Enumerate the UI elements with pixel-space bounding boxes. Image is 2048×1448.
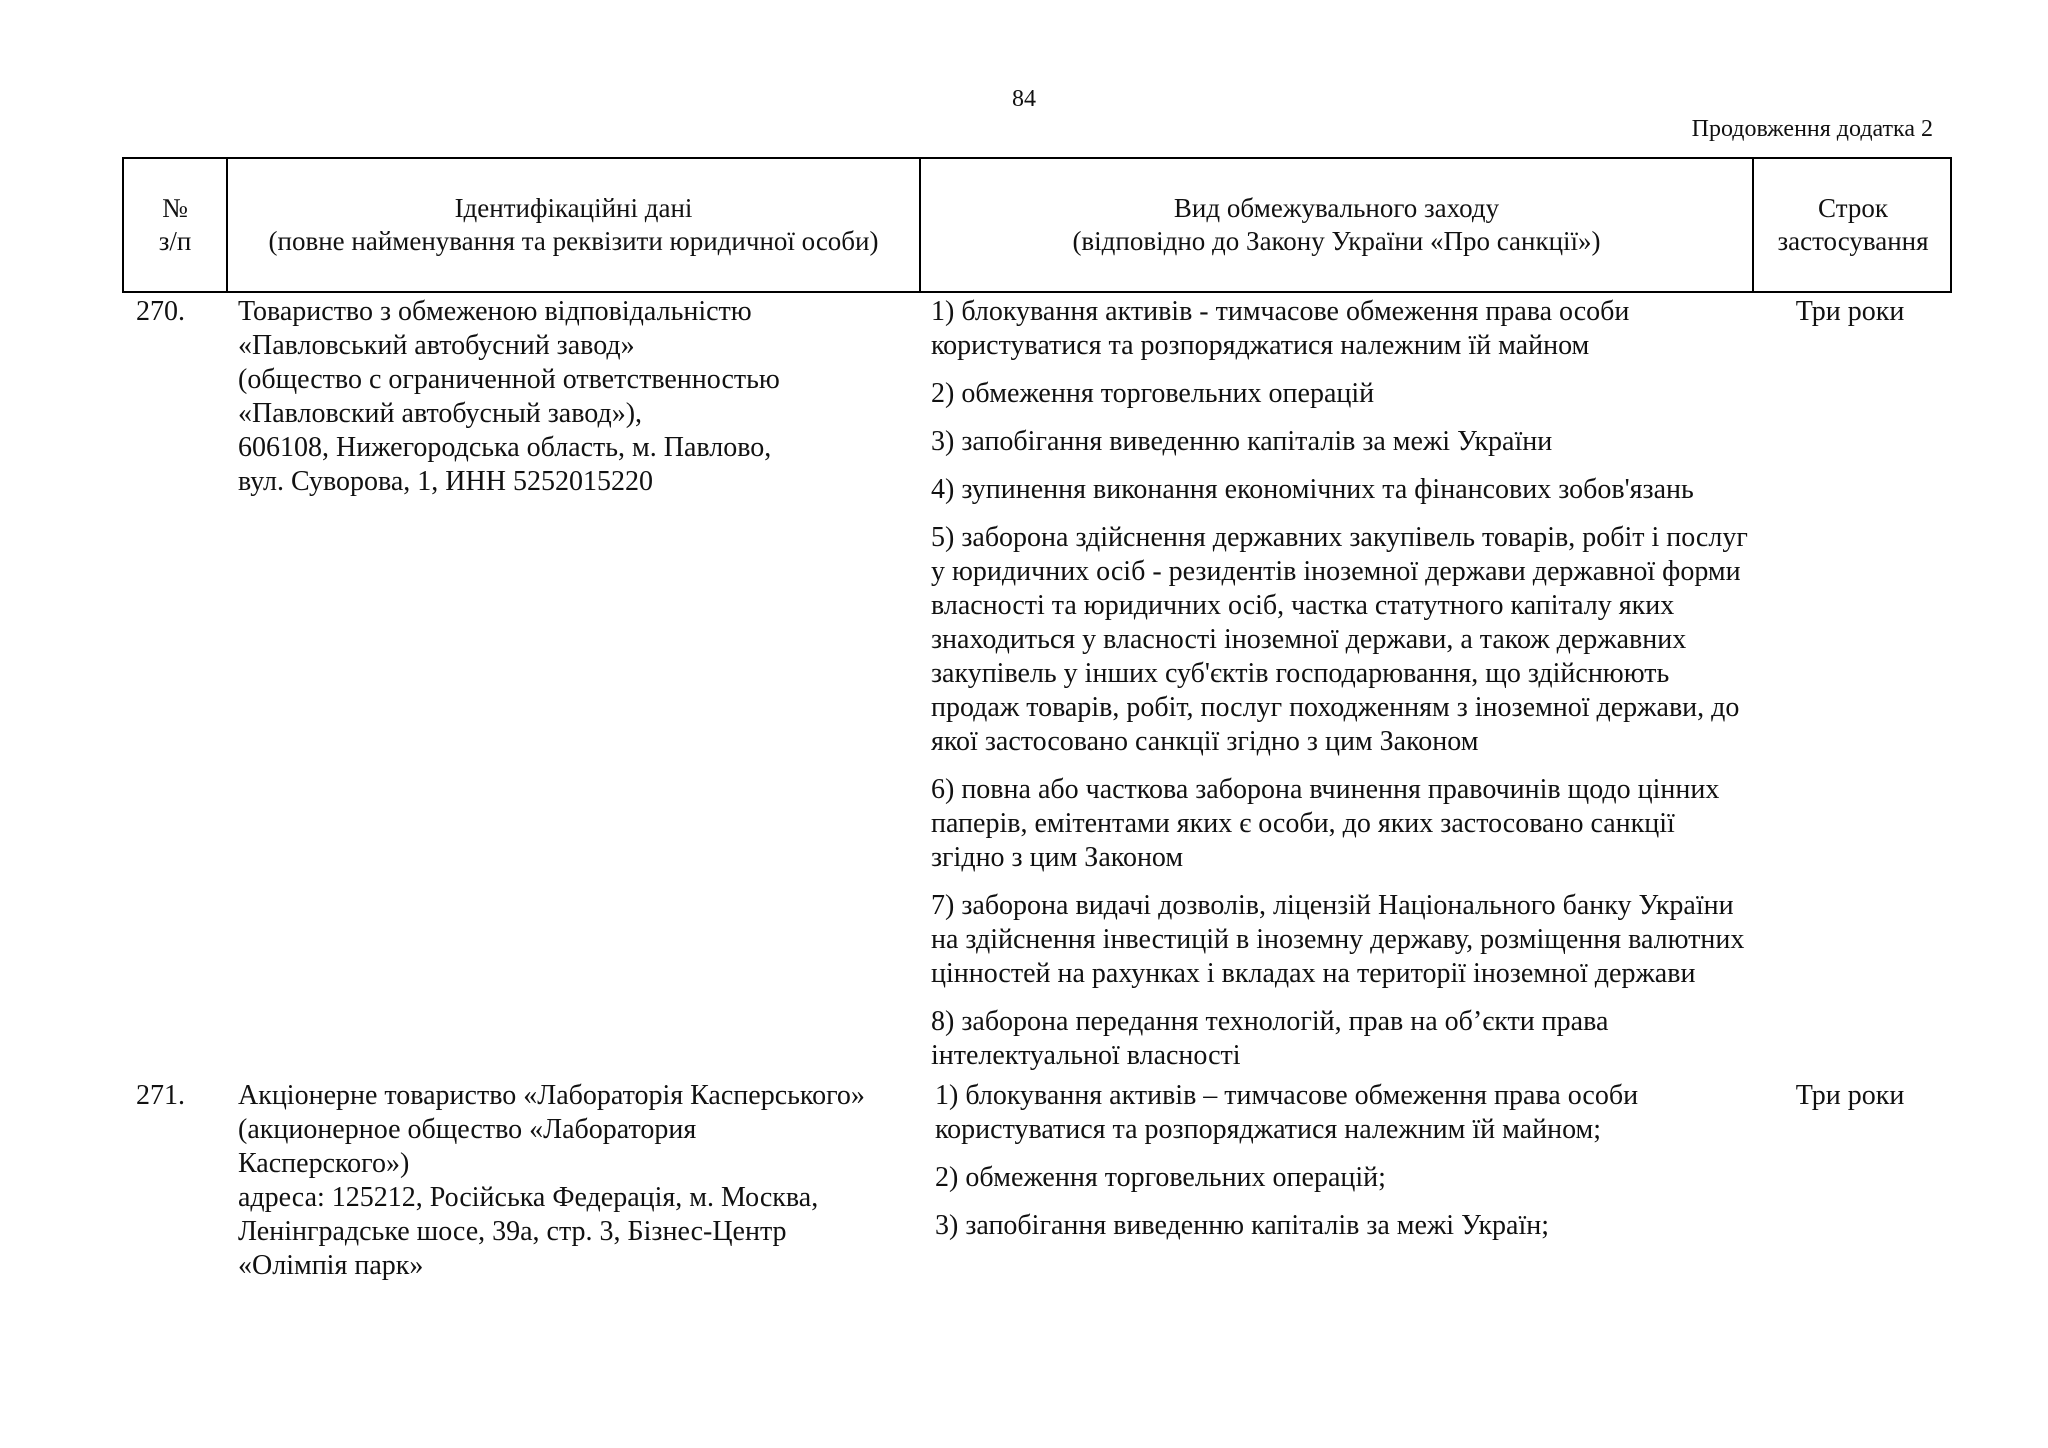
identification-line: адреса: 125212, Російська Федерація, м. Москва, <box>238 1182 819 1213</box>
identification-line: Акціонерне товариство «Лабораторія Касперського» <box>238 1080 865 1111</box>
header-identification-line-1: Ідентифікаційні дані <box>454 193 693 223</box>
measure-item: 3) запобігання виведенню капіталів за межі України <box>931 426 1553 457</box>
identification-line: «Олімпія парк» <box>238 1250 424 1281</box>
row-number: 271. <box>136 1080 185 1111</box>
header-number-line-1: № <box>162 193 188 223</box>
header-term-line-2: застосування <box>1777 226 1929 256</box>
row-identification <box>224 295 917 1087</box>
row-measures <box>917 1079 1750 1283</box>
header-identification-line-2: (повне найменування та реквізити юридичної особи) <box>268 226 879 256</box>
row-term: Три роки <box>1795 1080 1905 1111</box>
header-measure-line-1: Вид обмежувального заходу <box>1173 193 1500 223</box>
measure-item: 1) блокування активів - тимчасове обмеження права особи користуватися та розпоряджатися належним їй майном <box>931 296 1630 361</box>
measure-item: 1) блокування активів – тимчасове обмеження права особи користуватися та розпоряджатися належним їй майном; <box>935 1080 1639 1145</box>
header-measure <box>919 159 1752 291</box>
row-identification <box>224 1079 917 1283</box>
identification-line: Товариство з обмеженою відповідальністю <box>238 296 752 327</box>
table-row <box>122 295 1952 1087</box>
measure-item: 5) заборона здійснення державних закупівель товарів, робіт і послуг у юридичних осіб - резидентів іноземної держави державної форми власності та юридичних осіб, частка статутного капіталу яких знаходиться у власності іноземної держави, а також державних закупівель у інших суб'єктів господарювання, що здійснюють продаж товарів, робіт, послуг походженням з іноземної держави, до якої застосовано санкції згідно з цим Законом <box>931 522 1748 757</box>
row-term: Три роки <box>1795 296 1905 327</box>
identification-line: 606108, Нижегородська область, м. Павлово, <box>238 432 772 463</box>
row-number: 270. <box>136 296 185 327</box>
appendix-continuation-label: Продовження додатка 2 <box>1691 116 1933 142</box>
table-row <box>122 1079 1952 1283</box>
header-identification <box>226 159 919 291</box>
measure-item: 4) зупинення виконання економічних та фінансових зобов'язань <box>931 474 1694 505</box>
identification-line: Ленінградське шосе, 39а, стр. 3, Бізнес-Центр <box>238 1216 787 1247</box>
row-measures <box>917 295 1750 1087</box>
measure-item: 8) заборона передання технологій, прав на об’єкти права інтелектуальної власності <box>931 1006 1609 1071</box>
identification-line: (общество с ограниченной ответственностью <box>238 364 780 395</box>
table-header <box>122 157 1952 293</box>
header-number-line-2: з/п <box>158 226 192 256</box>
header-term <box>1752 159 1952 291</box>
header-term-line-1: Строк <box>1818 193 1888 223</box>
identification-line: «Павловський автобусний завод» <box>238 330 635 361</box>
measure-item: 2) обмеження торговельних операцій; <box>935 1162 1386 1193</box>
header-measure-line-2: (відповідно до Закону України «Про санкції») <box>1072 226 1601 256</box>
measure-item: 2) обмеження торговельних операцій <box>931 378 1375 409</box>
identification-line: «Павловский автобусный завод»), <box>238 398 643 429</box>
identification-line: (акционерное общество «Лаборатория <box>238 1114 697 1145</box>
header-number <box>124 159 226 291</box>
identification-line: вул. Суворова, 1, ИНН 5252015220 <box>238 466 653 497</box>
measure-item: 6) повна або часткова заборона вчинення правочинів щодо цінних паперів, емітентами яких є особи, до яких застосовано санкції згідно з цим Законом <box>931 774 1720 873</box>
sanctions-table <box>122 157 1952 1283</box>
identification-line: Касперского») <box>238 1148 410 1179</box>
measure-item: 3) запобігання виведенню капіталів за межі Україн; <box>935 1210 1550 1241</box>
page-number: 84 <box>1012 86 1036 112</box>
measure-item: 7) заборона видачі дозволів, ліцензій Національного банку України на здійснення інвестицій в іноземну державу, розміщення валютних цінностей на рахунках і вкладах на території іноземної держави <box>931 890 1745 989</box>
